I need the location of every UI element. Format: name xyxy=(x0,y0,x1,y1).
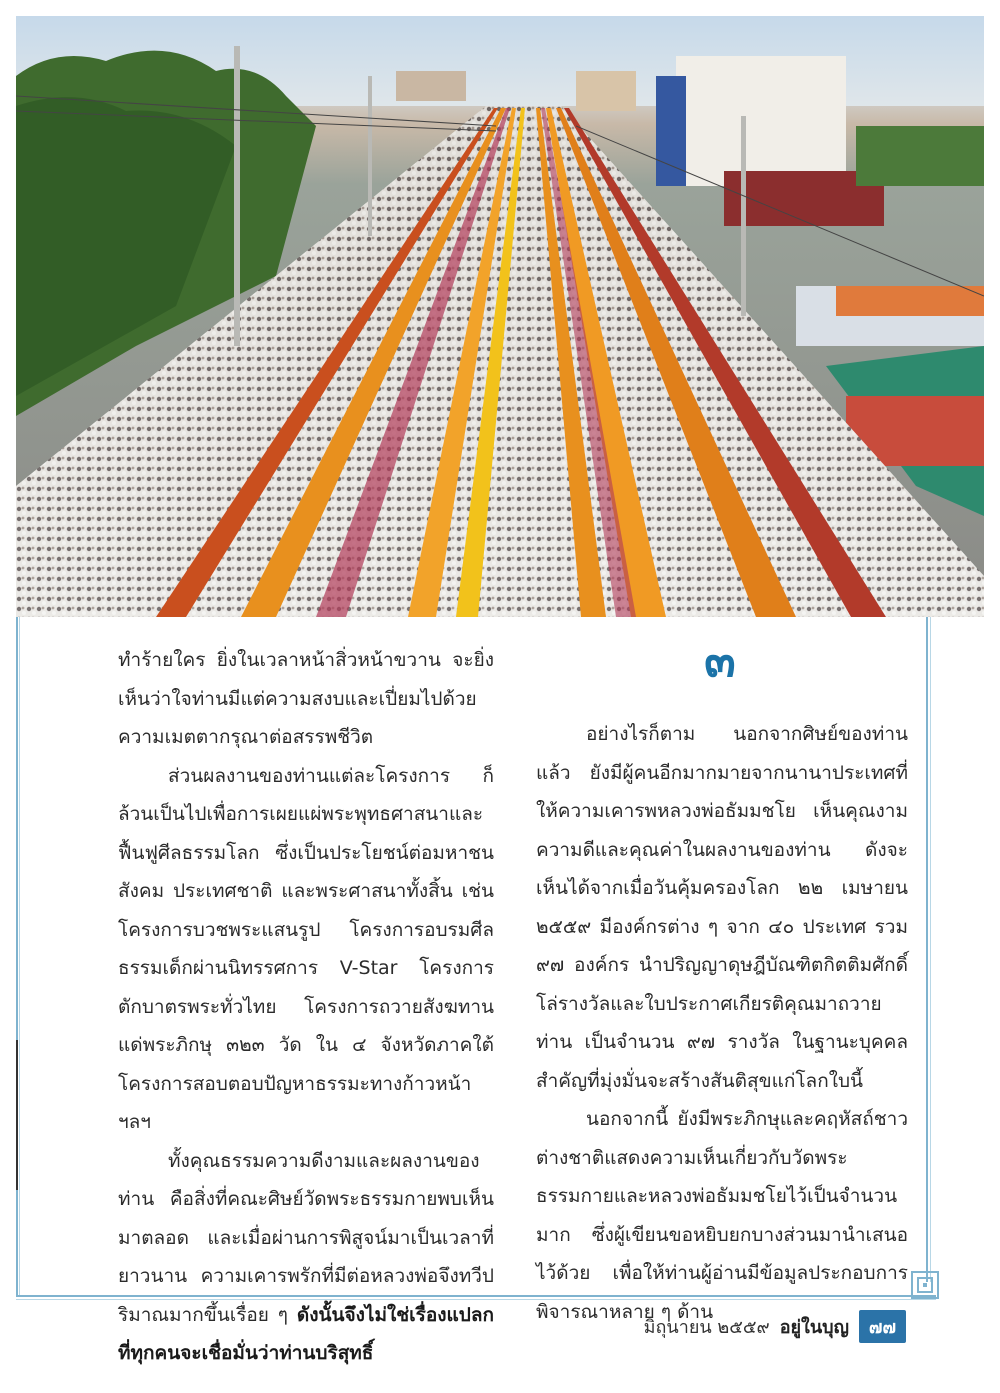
paragraph xyxy=(118,1142,494,1373)
issue-date: มิถุนายน ๒๕๕๙ xyxy=(643,1316,770,1338)
alms-procession-photo xyxy=(16,16,984,617)
paragraph: นอกจากนี้ ยังมีพระภิกษุและคฤหัสถ์ชาวต่างชาติแสดงความเห็นเกี่ยวกับวัดพระธรรมกายและหลวงพ่อธัมมชโยไว้เป็นจำนวนมาก ซึ่งผู้เขียนขอหยิบยกบางส่วนมานำเสนอไว้ด้วย เพื่อให้ท่านผู้อ่านมีข้อมูลประกอบการพิจารณาหลาย ๆ ด้าน xyxy=(536,1108,908,1323)
frame-right-line xyxy=(926,617,928,1282)
paragraph: ทำร้ายใคร ยิ่งในเวลาหน้าสิ่วหน้าขวาน จะยิ่งเห็นว่าใจท่านมีแต่ความสงบและเปี่ยมไปด้วยความเมตตากรุณาต่อสรรพชีวิต xyxy=(118,649,494,748)
page-footer xyxy=(600,1310,906,1342)
magazine-title: อยู่ในบุญ xyxy=(779,1316,849,1338)
paragraph-text: ทั้งคุณธรรมความดีงามและผลงานของท่าน คือสิ่งที่คณะศิษย์วัดพระธรรมกายพบเห็นมาตลอด และเมื่อผ่านการพิสูจน์มาเป็นเวลาที่ยาวนาน ความเคารพรักที่มีต่อหลวงพ่อจึงทวีปริมาณมากขึ้นเรื่อย ๆ xyxy=(118,1149,494,1326)
section-number: ๓ xyxy=(704,633,736,687)
paragraph: ส่วนผลงานของท่านแต่ละโครงการ ก็ล้วนเป็นไปเพื่อการเผยแผ่พระพุทธศาสนาและฟื้นฟูศีลธรรมโลก ซึ่งเป็นประโยชน์ต่อมหาชน สังคม ประเทศชาติ และพระศาสนาทั้งสิ้น เช่น โครงการบวชพระแสนรูป โครงการอบรมศีลธรรมเด็กผ่านนิทรรศการ V-Star โครงการตักบาตรพระทั่วไทย โครงการถวายสังฆทานแด่พระภิกษุ ๓๒๓ วัด ใน ๔ จังหวัดภาคใต้ โครงการสอบตอบปัญหาธรรมะทางก้าวหน้า ฯลฯ xyxy=(118,764,494,1133)
binding-edge-mark xyxy=(16,1040,18,1190)
photo-illustration xyxy=(16,16,984,617)
left-text-column xyxy=(118,641,494,1373)
frame-left-line-inner xyxy=(19,617,20,1297)
emphasis-text: ดังนั้นจึงไม่ใช่เรื่องแปลกที่ทุกคนจะเชื่อมั่นว่าท่านบริสุทธิ์ xyxy=(118,1303,494,1364)
corner-ornament-icon xyxy=(908,1268,942,1302)
paragraph: อย่างไรก็ตาม นอกจากศิษย์ของท่านแล้ว ยังมีผู้คนอีกมากมายจากนานาประเทศที่ให้ความเคารพหลวงพ่อธัมมชโย เห็นคุณงามความดีและคุณค่าในผลงานของท่าน ดังจะเห็นได้จากเมื่อวันคุ้มครองโลก ๒๒ เมษายน ๒๕๕๙ มีองค์กรต่าง ๆ จาก ๔๐ ประเทศ รวม ๙๗ องค์กร นำปริญญาดุษฎีบัณฑิตกิตติมศักดิ์ โล่รางวัลและใบประกาศเกียรติคุณมาถวายท่าน เป็นจำนวน ๙๗ รางวัล ในฐานะบุคคลสำคัญที่มุ่งมั่นจะสร้างสันติสุขแก่โลกใบนี้ xyxy=(536,723,908,1092)
frame-right-line-inner xyxy=(930,617,931,1282)
right-text-column xyxy=(536,715,908,1331)
page-number-badge: ๗๗ xyxy=(859,1310,906,1343)
frame-left-line xyxy=(16,617,18,1297)
